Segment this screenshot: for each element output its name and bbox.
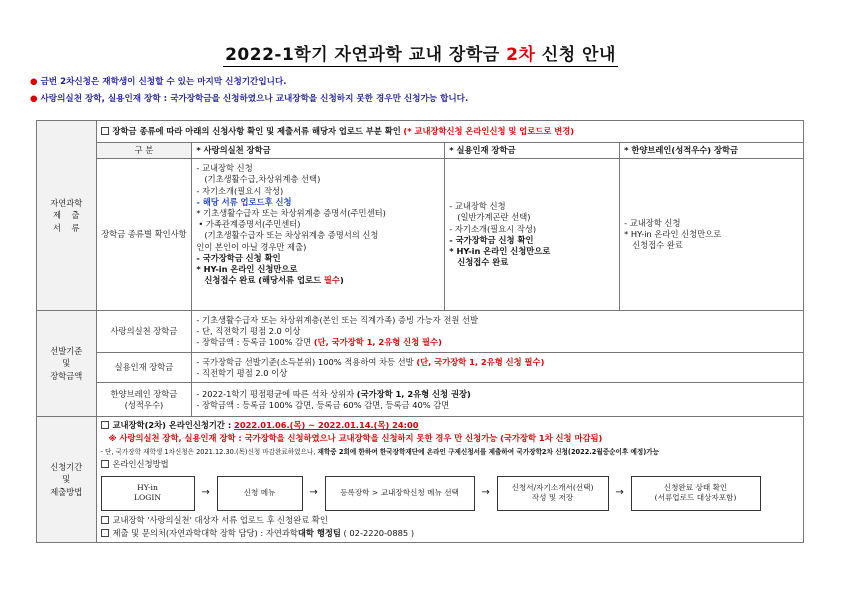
application-period: 교내장학(2차) 온라인신청기간 : 2022.01.06.(목) ~ 2022.01.14.(목) 24:00 [101, 420, 799, 431]
brain-requirements: - 교내장학 신청 * HY-in 온라인 신청만으로 신청접수 완료 [620, 159, 804, 311]
method-heading: 온라인신청방법 [101, 459, 799, 470]
method-block [96, 417, 803, 543]
title-prefix: 2022-1학기 자연과학 교내 장학금 [225, 45, 507, 65]
flow-step-write: 신청서/자기소개서(선택) 작성 및 저장 [497, 476, 609, 511]
col-header-love: * 사랑의실천 장학금 [192, 143, 445, 159]
notice-list [30, 75, 468, 109]
section-label-documents: 자연과학 제 출 서 류 [37, 121, 97, 311]
row-label-check: 장학금 종류별 확인사항 [96, 159, 192, 311]
documents-intro: 장학금 종류에 따라 아래의 신청사항 확인 및 제출서류 해당자 업로드 부분 확인 (* 교내장학신청 온라인신청 및 업로드로 변경) [96, 121, 803, 143]
upload-note: 교내장학 '사랑의실천' 대상자 서류 업로드 후 신청완료 확인 [101, 515, 799, 526]
arrow-right-icon: → [481, 487, 490, 499]
flow-step-login: HY-in LOGIN [101, 476, 195, 511]
criteria-love: - 기초생활수급자 또는 차상위계층(본인 또는 직계가족) 증빙 가능자 전원 선발 - 단, 직전학기 평점 2.0 이상 - 장학금액 : 등록금 100% 감면 (단, 국가장학 1, 2유형 신청 필수) [192, 311, 804, 353]
title-suffix: 신청 안내 [535, 45, 616, 65]
col-header-practical: * 실용인재 장학금 [445, 143, 620, 159]
flow-step-select: 등록장학 > 교내장학신청 메뉴 선택 [325, 476, 475, 511]
notice-item: ● 사랑의실천 장학, 실용인재 장학 : 국가장학금을 신청하였으나 교내장학을 신청하지 못한 경우만 신청가능 합니다. [30, 94, 469, 104]
section-label-method: 신청기간 및 제출방법 [37, 417, 97, 543]
title-highlight: 2차 [506, 45, 536, 65]
arrow-right-icon: → [309, 487, 318, 499]
criteria-love-label: 사랑의실천 장학금 [96, 311, 192, 353]
warning-note: ※ 사랑의실천 장학, 실용인재 장학 : 국가장학을 신청하였으나 교내장학을 신청하지 못한 경우 만 신청가능 (국가장학 1차 신청 마감됨) [108, 433, 603, 444]
criteria-practical-label: 실용인재 장학금 [96, 353, 192, 383]
love-requirements: - 교내장학 신청 (기초생활수급,차상위계층 선택) - 자기소개(필요시 작성) - 해당 서류 업로드후 신청 * 기초생활수급자 또는 차상위계층 증명서(주민센터) • 가족관계증명서(주민센터) (기초생활수급자 또는 차상위계층 증명서의 신청 인이 본인이 아닐 경우만 제출) - 국가장학금 신청 확인 * HY-in 온라인 신청만으로 신청접수 완료 (해당서류 업로드 필수) [192, 159, 445, 311]
bullet-icon: ● [30, 77, 38, 87]
checkbox-icon [101, 421, 109, 429]
checkbox-icon [101, 516, 109, 524]
col-header-brain: * 한양브레인(성적우수) 장학금 [620, 143, 804, 159]
application-flow [101, 476, 799, 511]
practical-requirements: - 교내장학 신청 (일반가계곤란 선택) - 자기소개(필요시 작성) - 국가장학금 신청 확인 * HY-in 온라인 신청만으로 신청접수 완료 [445, 159, 620, 311]
section-label-criteria: 선발기준 및 장학금액 [37, 311, 97, 417]
col-header-category: 구 분 [96, 143, 192, 159]
flow-step-confirm: 신청완료 상태 확인 (서류업로드 대상자포함) [631, 476, 761, 511]
flow-step-menu: 신청 메뉴 [217, 476, 303, 511]
bullet-icon: ● [30, 94, 38, 104]
criteria-practical: - 국가장학금 선발기준(소득분위) 100% 적용하여 차등 선발 (단, 국가장학 1, 2유형 신청 필수) - 직전학기 평점 2.0 이상 [192, 353, 804, 383]
arrow-right-icon: → [615, 487, 624, 499]
small-note: - 단, 국가장학 재학생 1차신청은 2021.12.30.(목)신청 마감완료하였으나, 재학중 2회에 한하여 한국장학재단에 온라인 구제신청서를 제출하여 국가장학2차 신청(2022.2월중순이후 예정)가능 [100, 447, 660, 456]
checkbox-icon [101, 460, 109, 468]
checkbox-icon [101, 529, 109, 537]
arrow-right-icon: → [201, 487, 210, 499]
checkbox-icon [101, 127, 109, 135]
contact-info: 제출 및 문의처(자연과학대학 장학 담당) : 자연과학대학 행정팀 ( 02-2220-0885 ) [101, 528, 799, 539]
criteria-brain-label: 한양브레인 장학금 (성적우수) [96, 383, 192, 417]
page-title [0, 40, 841, 67]
criteria-brain: - 2022-1학기 평점평균에 따른 석차 상위자 (국가장학 1, 2유형 신청 권장) - 장학금액 : 등록금 100% 감면, 등록금 60% 감면, 등록금 40% 감면 [192, 383, 804, 417]
scholarship-table [36, 120, 804, 543]
notice-item: ● 금번 2차신청은 재학생이 신청할 수 있는 마지막 신청기간입니다. [30, 77, 287, 87]
